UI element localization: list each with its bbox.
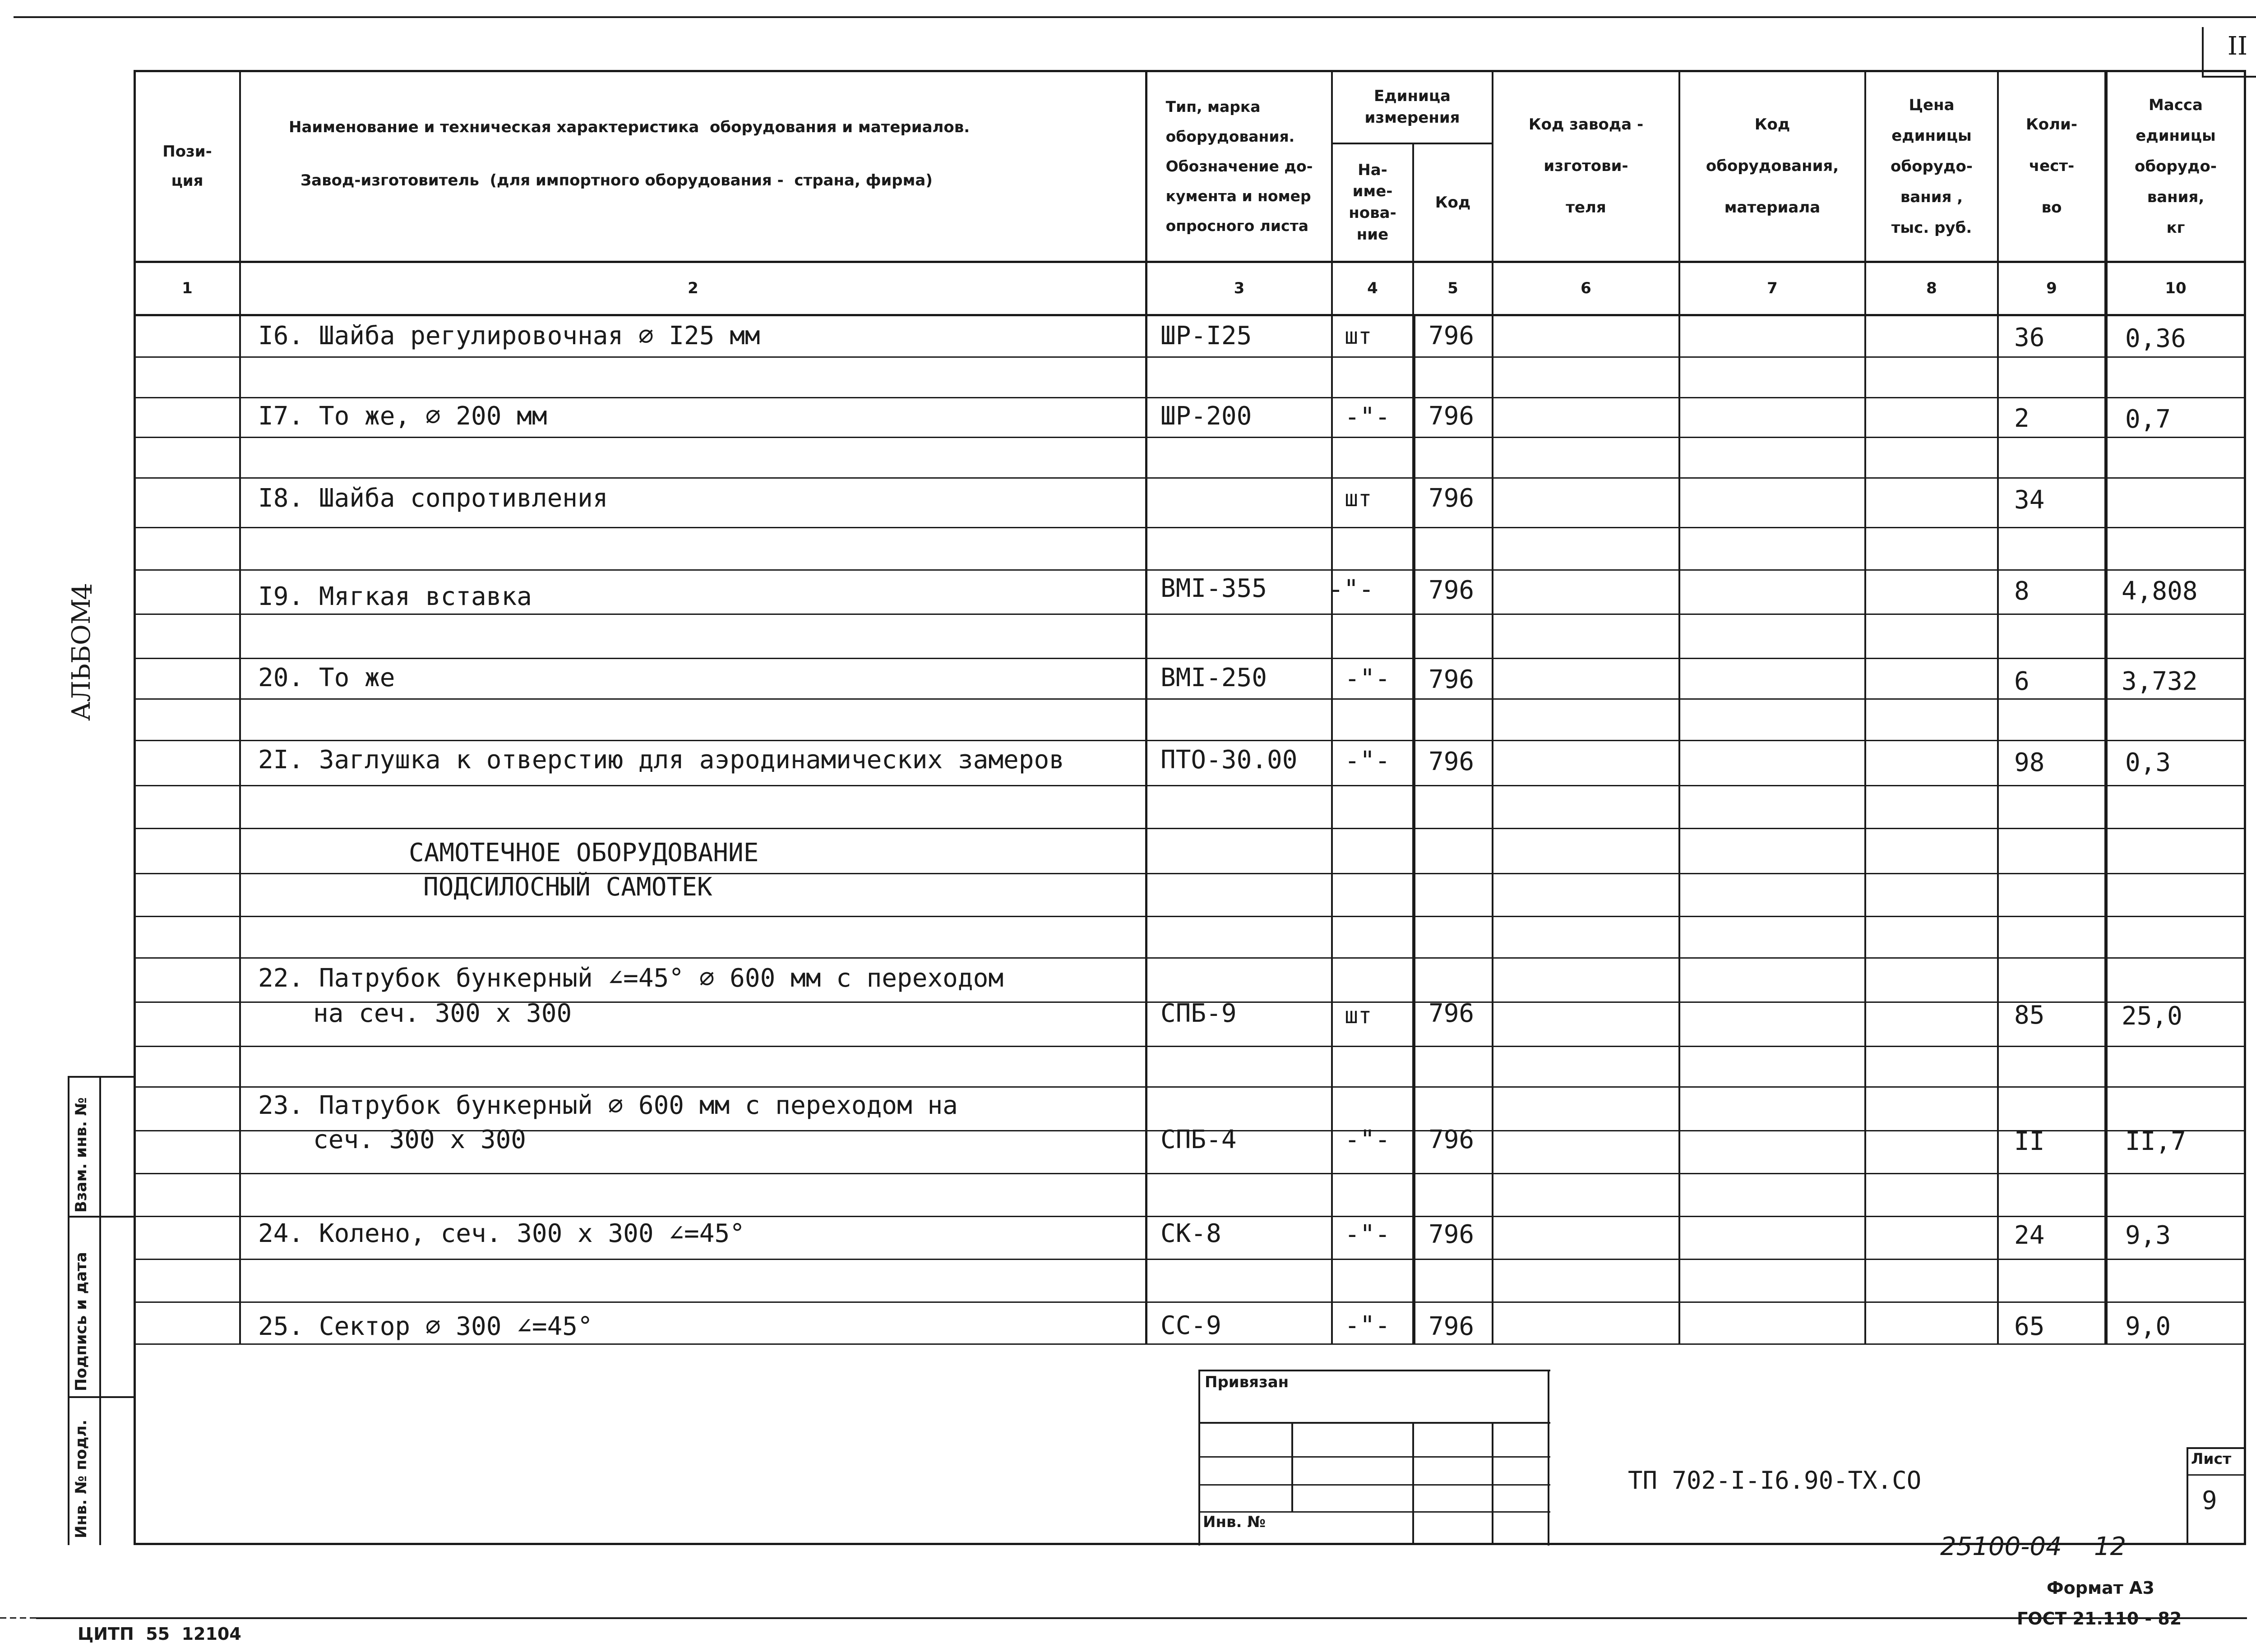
header-factory-code: Код завода - изготови- теля (1528, 115, 1644, 217)
header-mass: Масса единицы оборудо- вания, кг (2135, 96, 2217, 237)
table-row-20-code: 796 (1428, 665, 1475, 694)
col-number-7: 7 (1767, 279, 1778, 298)
table-row-23-unit: -"- (1345, 1125, 1391, 1154)
table-row-18-unit: шт (1345, 485, 1372, 512)
table-row-25-code: 796 (1428, 1312, 1475, 1341)
sheet-label: Лист (2191, 1450, 2232, 1467)
table-bottom (134, 1543, 2246, 1545)
table-row-23-qty: II (2014, 1127, 2045, 1156)
table-row-24-qty: 24 (2014, 1221, 2045, 1250)
sheet-corner-number: II (2227, 32, 2248, 61)
table-right (2244, 70, 2246, 1545)
header-name-line2: Завод-изготовитель (для импортного оборудования - страна, фирма) (300, 171, 933, 189)
table-row-22-type: СПБ-9 (1160, 999, 1237, 1028)
stamp-signature-date: Подпись и дата (72, 1252, 90, 1391)
table-row-24-code: 796 (1428, 1220, 1475, 1249)
table-row-19-unit: -"- (1328, 575, 1374, 604)
table-row-16-code: 796 (1428, 321, 1475, 351)
title-block-privyazan: Привязан (1205, 1373, 1289, 1391)
table-row-22-qty: 85 (2014, 1001, 2045, 1030)
header-name-line1: Наименование и техническая характеристика оборудования и материалов. (289, 118, 970, 136)
header-unit-name: На- име- нова- ние (1349, 161, 1396, 244)
table-row-19-code: 796 (1428, 576, 1475, 605)
bottom-border (36, 1617, 2247, 1619)
table-row-25-type: СС-9 (1160, 1311, 1221, 1340)
table-row-23-code: 796 (1428, 1125, 1475, 1154)
col-number-8: 8 (1926, 279, 1937, 298)
table-row-25-mass: 9,0 (2125, 1312, 2171, 1341)
col-number-6: 6 (1581, 279, 1591, 298)
title-block-inv-no: Инв. № (1203, 1513, 1266, 1531)
table-row-20-name: 20. То же (258, 663, 395, 692)
table-row-23-mass: II,7 (2125, 1127, 2186, 1156)
table-row-18-name: I8. Шайба сопротивления (258, 484, 608, 513)
stamp-original-inv: Инв. № подл. (72, 1419, 90, 1538)
table-row-21-unit: -"- (1345, 746, 1391, 775)
table-row-16-type: ШР-I25 (1160, 321, 1252, 351)
table-row-17-type: ШР-200 (1160, 401, 1252, 431)
table-row-25-qty: 65 (2014, 1312, 2045, 1341)
table-row-23-type: СПБ-4 (1160, 1125, 1237, 1154)
header-type: Тип, марка оборудования. Обозначение до- кумента и номер опросного листа (1165, 98, 1313, 235)
header-unit-code: Код (1435, 193, 1471, 212)
section-title-subsection: ПОДСИЛОСНЫЙ САМОТЕК (423, 872, 712, 902)
stamp-replacement-inv: Взам. инв. № (72, 1097, 90, 1213)
table-row-19-type: ВМI-355 (1160, 574, 1267, 603)
header-price: Цена единицы оборудо- вания , тыс. руб. (1891, 96, 1973, 237)
header-unit-group: Единица измерения (1364, 87, 1460, 127)
table-row-23-name-cont: сеч. 300 х 300 (313, 1125, 527, 1154)
table-row-21-code: 796 (1428, 747, 1475, 776)
document-designation: ТП 702-I-I6.90-ТХ.СО (1628, 1466, 1922, 1495)
table-row-22-unit: шт (1345, 1002, 1372, 1029)
table-row-20-type: ВМI-250 (1160, 663, 1267, 692)
table-row-19-qty: 8 (2014, 577, 2029, 606)
header-position: Пози- ция (162, 143, 212, 190)
table-row-16-mass: 0,36 (2125, 324, 2186, 353)
col-number-5: 5 (1447, 279, 1458, 298)
table-row-20-unit: -"- (1345, 664, 1391, 693)
top-border (14, 16, 2256, 18)
table-row-21-qty: 98 (2014, 748, 2045, 777)
table-row-24-type: СК-8 (1160, 1219, 1221, 1248)
table-row-17-name: I7. То же, ∅ 200 мм (258, 401, 547, 431)
table-row-22-name: 22. Патрубок бункерный ∠=45° ∅ 600 мм с переходом (258, 964, 1004, 993)
table-row-17-qty: 2 (2014, 404, 2029, 433)
table-row-22-code: 796 (1428, 999, 1475, 1028)
table-row-20-mass: 3,732 (2122, 667, 2198, 696)
format-label: Формат А3 (2047, 1578, 2154, 1598)
header-quantity: Коли- чест- во (2026, 115, 2077, 217)
table-row-17-unit: -"- (1345, 402, 1391, 432)
printer-label: ЦИТП 55 12104 (78, 1624, 241, 1644)
col-number-10: 10 (2165, 279, 2187, 298)
table-row-16-unit: шт (1345, 323, 1372, 349)
table-row-24-mass: 9,3 (2125, 1221, 2171, 1250)
table-row-19-mass: 4,808 (2122, 577, 2198, 606)
bottom-border-dashed (0, 1617, 36, 1619)
table-row-22-mass: 25,0 (2122, 1001, 2182, 1031)
col-number-3: 3 (1234, 279, 1245, 298)
col-number-4: 4 (1367, 279, 1378, 298)
table-row-21-name: 2I. Заглушка к отверстию для аэродинамических замеров (258, 745, 1064, 775)
sheet-number: 9 (2202, 1486, 2217, 1515)
handwritten-number: 25100-04 12 (1940, 1532, 2127, 1561)
table-row-16-qty: 36 (2014, 323, 2045, 352)
table-row-25-name: 25. Сектор ∅ 300 ∠=45° (258, 1312, 593, 1341)
col-number-1: 1 (182, 279, 193, 298)
table-row-18-qty: 34 (2014, 485, 2045, 515)
table-row-22-name-cont: на сеч. 300 х 300 (313, 999, 572, 1028)
table-row-24-name: 24. Колено, сеч. 300 х 300 ∠=45° (258, 1219, 745, 1248)
header-equipment-code: Код оборудования, материала (1706, 115, 1839, 217)
table-row-17-code: 796 (1428, 401, 1475, 431)
table-row-17-mass: 0,7 (2125, 405, 2171, 434)
album-label: АЛЬБОМ (67, 598, 96, 721)
section-title-equipment: САМОТЕЧНОЕ ОБОРУДОВАНИЕ (409, 838, 759, 868)
col-number-9: 9 (2046, 279, 2057, 298)
table-row-19-name: I9. Мягкая вставка (258, 582, 532, 611)
table-row-25-unit: -"- (1345, 1311, 1391, 1340)
table-row-21-mass: 0,3 (2125, 748, 2171, 777)
gost-label: ГОСТ 21.110 - 82 (2017, 1609, 2182, 1629)
table-row-16-name: I6. Шайба регулировочная ∅ I25 мм (258, 321, 760, 351)
table-row-21-type: ПТО-30.00 (1160, 745, 1298, 775)
table-row-20-qty: 6 (2014, 667, 2029, 696)
album-number: 4 (67, 582, 98, 600)
col-number-2: 2 (688, 279, 698, 298)
table-row-18-code: 796 (1428, 484, 1475, 513)
table-row-23-name: 23. Патрубок бункерный ∅ 600 мм с переходом на (258, 1091, 958, 1120)
table-row-24-unit: -"- (1345, 1220, 1391, 1249)
